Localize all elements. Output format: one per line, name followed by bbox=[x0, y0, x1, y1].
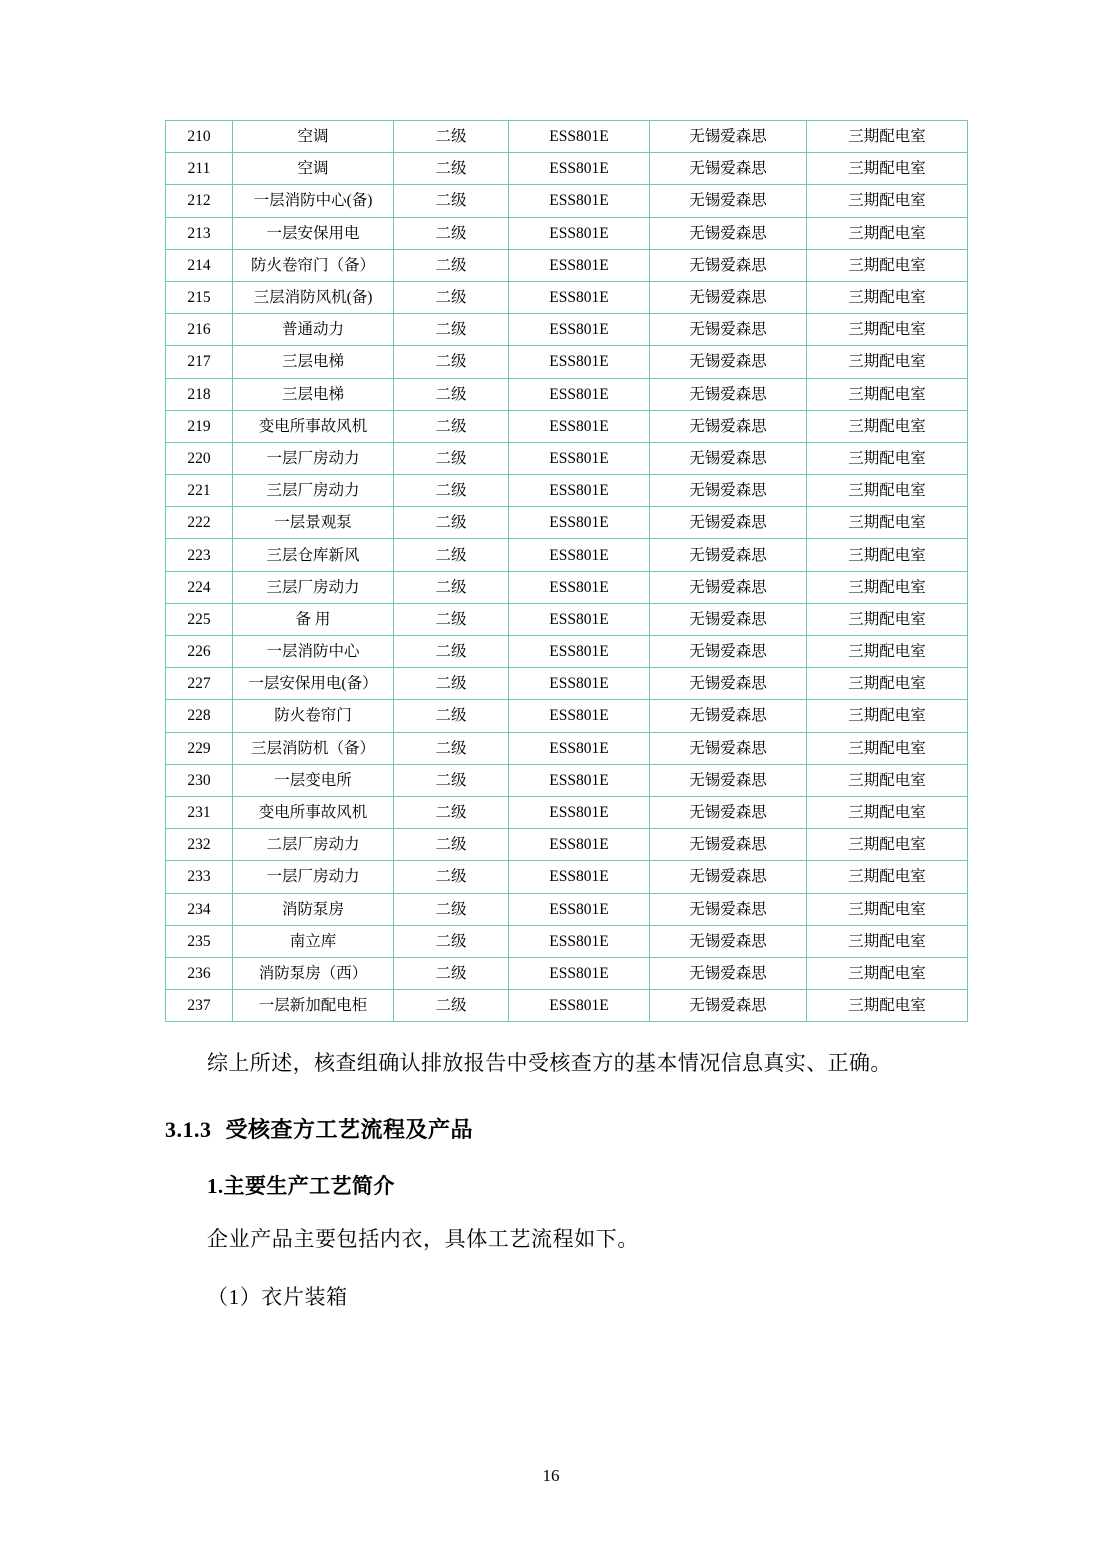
cell-no: 229 bbox=[166, 732, 233, 764]
cell-name: 一层厂房动力 bbox=[233, 861, 394, 893]
cell-owner: 无锡爱森思 bbox=[650, 636, 807, 668]
table-row bbox=[166, 957, 968, 989]
cell-no: 220 bbox=[166, 442, 233, 474]
table-row bbox=[166, 636, 968, 668]
cell-room: 三期配电室 bbox=[807, 893, 968, 925]
cell-owner: 无锡爱森思 bbox=[650, 346, 807, 378]
cell-owner: 无锡爱森思 bbox=[650, 893, 807, 925]
cell-level: 二级 bbox=[394, 475, 509, 507]
cell-name: 三层电梯 bbox=[233, 378, 394, 410]
cell-owner: 无锡爱森思 bbox=[650, 475, 807, 507]
cell-no: 235 bbox=[166, 925, 233, 957]
cell-level: 二级 bbox=[394, 410, 509, 442]
cell-model: ESS801E bbox=[509, 829, 650, 861]
cell-name: 南立库 bbox=[233, 925, 394, 957]
cell-owner: 无锡爱森思 bbox=[650, 957, 807, 989]
cell-room: 三期配电室 bbox=[807, 442, 968, 474]
cell-owner: 无锡爱森思 bbox=[650, 185, 807, 217]
cell-name: 消防泵房 bbox=[233, 893, 394, 925]
cell-owner: 无锡爱森思 bbox=[650, 829, 807, 861]
cell-model: ESS801E bbox=[509, 507, 650, 539]
cell-room: 三期配电室 bbox=[807, 668, 968, 700]
cell-level: 二级 bbox=[394, 925, 509, 957]
cell-level: 二级 bbox=[394, 378, 509, 410]
table-row bbox=[166, 603, 968, 635]
cell-owner: 无锡爱森思 bbox=[650, 410, 807, 442]
table-row bbox=[166, 700, 968, 732]
cell-level: 二级 bbox=[394, 346, 509, 378]
cell-level: 二级 bbox=[394, 829, 509, 861]
cell-room: 三期配电室 bbox=[807, 603, 968, 635]
cell-room: 三期配电室 bbox=[807, 346, 968, 378]
cell-level: 二级 bbox=[394, 668, 509, 700]
table-row bbox=[166, 281, 968, 313]
cell-model: ESS801E bbox=[509, 957, 650, 989]
cell-no: 213 bbox=[166, 217, 233, 249]
cell-owner: 无锡爱森思 bbox=[650, 700, 807, 732]
cell-level: 二级 bbox=[394, 314, 509, 346]
body-paragraph-2: （1）衣片装箱 bbox=[207, 1284, 348, 1309]
cell-owner: 无锡爱森思 bbox=[650, 764, 807, 796]
cell-room: 三期配电室 bbox=[807, 121, 968, 153]
cell-model: ESS801E bbox=[509, 571, 650, 603]
cell-model: ESS801E bbox=[509, 764, 650, 796]
table-row bbox=[166, 893, 968, 925]
cell-owner: 无锡爱森思 bbox=[650, 990, 807, 1022]
subsection-heading: 1.主要生产工艺简介 bbox=[207, 1174, 395, 1199]
section-number: 3.1.3 bbox=[165, 1117, 212, 1143]
table-row bbox=[166, 829, 968, 861]
cell-model: ESS801E bbox=[509, 861, 650, 893]
cell-level: 二级 bbox=[394, 893, 509, 925]
cell-level: 二级 bbox=[394, 571, 509, 603]
cell-no: 234 bbox=[166, 893, 233, 925]
cell-model: ESS801E bbox=[509, 314, 650, 346]
cell-owner: 无锡爱森思 bbox=[650, 925, 807, 957]
cell-model: ESS801E bbox=[509, 539, 650, 571]
cell-no: 222 bbox=[166, 507, 233, 539]
cell-name: 三层厂房动力 bbox=[233, 571, 394, 603]
table-row bbox=[166, 121, 968, 153]
cell-model: ESS801E bbox=[509, 925, 650, 957]
cell-no: 223 bbox=[166, 539, 233, 571]
summary-paragraph: 综上所述，核查组确认排放报告中受核查方的基本情况信息真实、正确。 bbox=[207, 1051, 892, 1076]
page-number: 16 bbox=[542, 1466, 560, 1485]
table-row bbox=[166, 571, 968, 603]
cell-room: 三期配电室 bbox=[807, 636, 968, 668]
cell-no: 216 bbox=[166, 314, 233, 346]
cell-level: 二级 bbox=[394, 636, 509, 668]
cell-name: 一层变电所 bbox=[233, 764, 394, 796]
cell-no: 210 bbox=[166, 121, 233, 153]
cell-model: ESS801E bbox=[509, 796, 650, 828]
cell-no: 232 bbox=[166, 829, 233, 861]
cell-level: 二级 bbox=[394, 700, 509, 732]
table-row bbox=[166, 861, 968, 893]
cell-no: 214 bbox=[166, 249, 233, 281]
cell-room: 三期配电室 bbox=[807, 217, 968, 249]
cell-room: 三期配电室 bbox=[807, 185, 968, 217]
cell-owner: 无锡爱森思 bbox=[650, 153, 807, 185]
table-row bbox=[166, 539, 968, 571]
cell-no: 218 bbox=[166, 378, 233, 410]
cell-model: ESS801E bbox=[509, 990, 650, 1022]
table-body bbox=[166, 121, 968, 1022]
cell-name: 一层新加配电柜 bbox=[233, 990, 394, 1022]
table-row bbox=[166, 410, 968, 442]
cell-no: 237 bbox=[166, 990, 233, 1022]
cell-no: 226 bbox=[166, 636, 233, 668]
cell-room: 三期配电室 bbox=[807, 539, 968, 571]
cell-level: 二级 bbox=[394, 957, 509, 989]
cell-level: 二级 bbox=[394, 442, 509, 474]
cell-owner: 无锡爱森思 bbox=[650, 668, 807, 700]
cell-owner: 无锡爱森思 bbox=[650, 796, 807, 828]
cell-name: 变电所事故风机 bbox=[233, 796, 394, 828]
cell-room: 三期配电室 bbox=[807, 732, 968, 764]
cell-no: 215 bbox=[166, 281, 233, 313]
equipment-table bbox=[165, 120, 968, 1022]
cell-room: 三期配电室 bbox=[807, 990, 968, 1022]
cell-room: 三期配电室 bbox=[807, 410, 968, 442]
cell-name: 一层消防中心 bbox=[233, 636, 394, 668]
cell-owner: 无锡爱森思 bbox=[650, 603, 807, 635]
cell-name: 一层厂房动力 bbox=[233, 442, 394, 474]
cell-no: 231 bbox=[166, 796, 233, 828]
cell-level: 二级 bbox=[394, 990, 509, 1022]
cell-model: ESS801E bbox=[509, 249, 650, 281]
cell-model: ESS801E bbox=[509, 442, 650, 474]
cell-room: 三期配电室 bbox=[807, 957, 968, 989]
cell-name: 三层厂房动力 bbox=[233, 475, 394, 507]
cell-owner: 无锡爱森思 bbox=[650, 442, 807, 474]
cell-room: 三期配电室 bbox=[807, 378, 968, 410]
cell-name: 一层安保用电 bbox=[233, 217, 394, 249]
cell-model: ESS801E bbox=[509, 346, 650, 378]
cell-level: 二级 bbox=[394, 121, 509, 153]
cell-owner: 无锡爱森思 bbox=[650, 314, 807, 346]
table-row bbox=[166, 925, 968, 957]
cell-room: 三期配电室 bbox=[807, 700, 968, 732]
cell-no: 211 bbox=[166, 153, 233, 185]
cell-owner: 无锡爱森思 bbox=[650, 121, 807, 153]
table-row bbox=[166, 796, 968, 828]
cell-level: 二级 bbox=[394, 153, 509, 185]
table-row bbox=[166, 346, 968, 378]
cell-owner: 无锡爱森思 bbox=[650, 249, 807, 281]
table-row bbox=[166, 990, 968, 1022]
cell-owner: 无锡爱森思 bbox=[650, 507, 807, 539]
cell-no: 230 bbox=[166, 764, 233, 796]
cell-room: 三期配电室 bbox=[807, 764, 968, 796]
cell-no: 228 bbox=[166, 700, 233, 732]
cell-no: 225 bbox=[166, 603, 233, 635]
cell-no: 221 bbox=[166, 475, 233, 507]
cell-name: 一层消防中心(备) bbox=[233, 185, 394, 217]
table-row bbox=[166, 185, 968, 217]
cell-model: ESS801E bbox=[509, 185, 650, 217]
table-row bbox=[166, 764, 968, 796]
cell-model: ESS801E bbox=[509, 603, 650, 635]
cell-model: ESS801E bbox=[509, 893, 650, 925]
cell-room: 三期配电室 bbox=[807, 249, 968, 281]
table-row bbox=[166, 475, 968, 507]
cell-room: 三期配电室 bbox=[807, 507, 968, 539]
cell-owner: 无锡爱森思 bbox=[650, 281, 807, 313]
cell-name: 二层厂房动力 bbox=[233, 829, 394, 861]
table-row bbox=[166, 314, 968, 346]
cell-model: ESS801E bbox=[509, 668, 650, 700]
body-paragraph-1: 企业产品主要包括内衣，具体工艺流程如下。 bbox=[207, 1227, 639, 1252]
cell-no: 219 bbox=[166, 410, 233, 442]
cell-room: 三期配电室 bbox=[807, 571, 968, 603]
cell-model: ESS801E bbox=[509, 732, 650, 764]
cell-model: ESS801E bbox=[509, 378, 650, 410]
cell-level: 二级 bbox=[394, 185, 509, 217]
cell-level: 二级 bbox=[394, 507, 509, 539]
cell-model: ESS801E bbox=[509, 217, 650, 249]
cell-name: 一层景观泵 bbox=[233, 507, 394, 539]
cell-name: 空调 bbox=[233, 153, 394, 185]
cell-no: 227 bbox=[166, 668, 233, 700]
table-row bbox=[166, 732, 968, 764]
cell-level: 二级 bbox=[394, 603, 509, 635]
section-heading bbox=[165, 1113, 937, 1144]
table-row bbox=[166, 507, 968, 539]
cell-name: 空调 bbox=[233, 121, 394, 153]
cell-name: 一层安保用电(备） bbox=[233, 668, 394, 700]
table-row bbox=[166, 249, 968, 281]
cell-no: 224 bbox=[166, 571, 233, 603]
cell-room: 三期配电室 bbox=[807, 314, 968, 346]
table-row bbox=[166, 378, 968, 410]
cell-name: 防火卷帘门（备） bbox=[233, 249, 394, 281]
cell-room: 三期配电室 bbox=[807, 796, 968, 828]
cell-model: ESS801E bbox=[509, 410, 650, 442]
cell-model: ESS801E bbox=[509, 153, 650, 185]
cell-level: 二级 bbox=[394, 539, 509, 571]
cell-owner: 无锡爱森思 bbox=[650, 571, 807, 603]
cell-name: 消防泵房（西） bbox=[233, 957, 394, 989]
cell-room: 三期配电室 bbox=[807, 829, 968, 861]
section-title: 受核查方工艺流程及产品 bbox=[225, 1117, 474, 1143]
cell-name: 普通动力 bbox=[233, 314, 394, 346]
cell-name: 三层电梯 bbox=[233, 346, 394, 378]
cell-model: ESS801E bbox=[509, 636, 650, 668]
cell-no: 236 bbox=[166, 957, 233, 989]
table-row bbox=[166, 442, 968, 474]
cell-level: 二级 bbox=[394, 217, 509, 249]
cell-level: 二级 bbox=[394, 796, 509, 828]
cell-owner: 无锡爱森思 bbox=[650, 861, 807, 893]
table-row bbox=[166, 153, 968, 185]
cell-room: 三期配电室 bbox=[807, 281, 968, 313]
cell-model: ESS801E bbox=[509, 121, 650, 153]
cell-level: 二级 bbox=[394, 249, 509, 281]
cell-no: 217 bbox=[166, 346, 233, 378]
cell-name: 防火卷帘门 bbox=[233, 700, 394, 732]
cell-owner: 无锡爱森思 bbox=[650, 378, 807, 410]
cell-room: 三期配电室 bbox=[807, 475, 968, 507]
cell-room: 三期配电室 bbox=[807, 861, 968, 893]
cell-level: 二级 bbox=[394, 861, 509, 893]
cell-no: 233 bbox=[166, 861, 233, 893]
table-row bbox=[166, 668, 968, 700]
cell-room: 三期配电室 bbox=[807, 153, 968, 185]
cell-model: ESS801E bbox=[509, 475, 650, 507]
cell-model: ESS801E bbox=[509, 700, 650, 732]
cell-owner: 无锡爱森思 bbox=[650, 732, 807, 764]
cell-room: 三期配电室 bbox=[807, 925, 968, 957]
cell-level: 二级 bbox=[394, 281, 509, 313]
cell-name: 变电所事故风机 bbox=[233, 410, 394, 442]
cell-name: 备 用 bbox=[233, 603, 394, 635]
cell-name: 三层消防机（备） bbox=[233, 732, 394, 764]
cell-name: 三层仓库新风 bbox=[233, 539, 394, 571]
cell-name: 三层消防风机(备) bbox=[233, 281, 394, 313]
cell-owner: 无锡爱森思 bbox=[650, 217, 807, 249]
cell-level: 二级 bbox=[394, 732, 509, 764]
cell-owner: 无锡爱森思 bbox=[650, 539, 807, 571]
cell-level: 二级 bbox=[394, 764, 509, 796]
cell-model: ESS801E bbox=[509, 281, 650, 313]
cell-no: 212 bbox=[166, 185, 233, 217]
table-row bbox=[166, 217, 968, 249]
